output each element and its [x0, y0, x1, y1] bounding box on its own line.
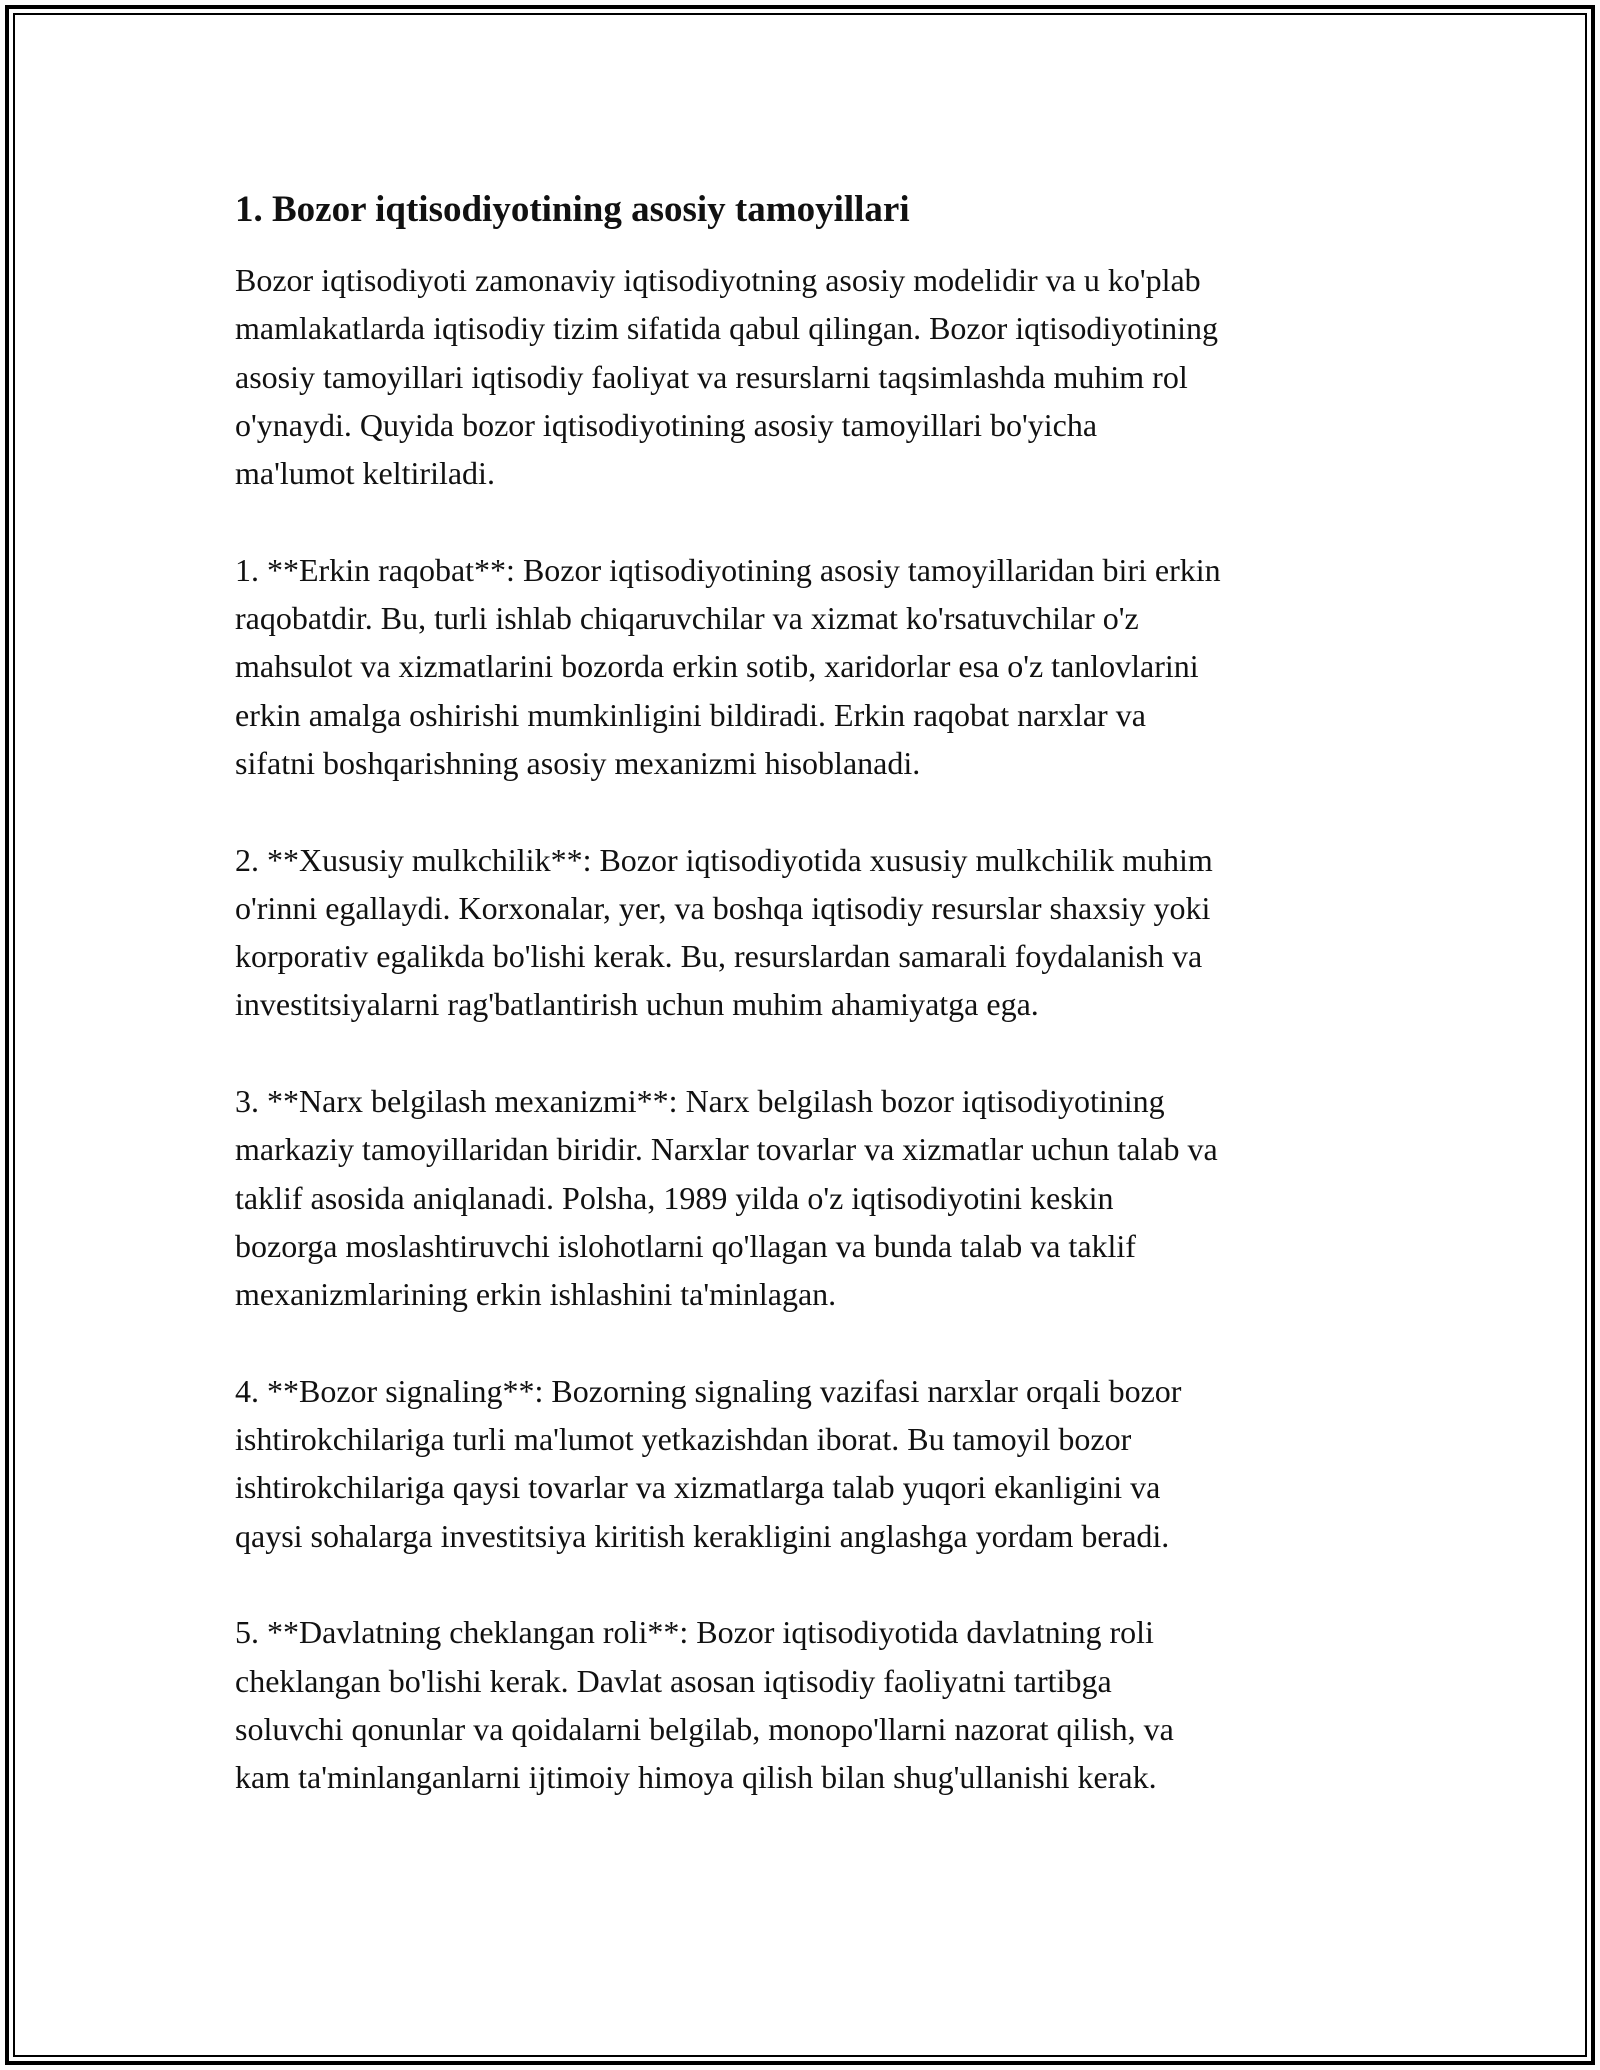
document-content [235, 186, 1385, 1802]
section-heading: 1. Bozor iqtisodiyotining asosiy tamoyillari [235, 189, 910, 230]
section-body: Bozor iqtisodiyoti zamonaviy iqtisodiyotning asosiy modelidir va u ko'plab mamlakatlarda iqtisodiy tizim sifatida qabul qilingan. Bozor iqtisodiyotining asosiy tamoyillari iqtisodiy faoliyat va resurslarni taqsimlashda muhim rol o'ynaydi. Quyida bozor iqtisodiyotining asosiy tamoyillari bo'yicha ma'lumot keltiriladi. 1. **Erkin raqobat**: Bozor iqtisodiyotining asosiy tamoyillaridan biri erkin raqobatdir. Bu, turli ishlab chiqaruvchilar va xizmat ko'rsatuvchilar o'z mahsulot va xizmatlarini bozorda erkin sotib, xaridorlar esa o'z tanlovlarini erkin amalga oshirishi mumkinligini bildiradi. Erkin raqobat narxlar va sifatni boshqarishning asosiy mexanizmi hisoblanadi. 2. **Xususiy mulkchilik**: Bozor iqtisodiyotida xususiy mulkchilik muhim o'rinni egallaydi. Korxonalar, yer, va boshqa iqtisodiy resurslar shaxsiy yoki korporativ egalikda bo'lishi kerak. Bu, resurslardan samarali foydalanish va investitsiyalarni rag'batlantirish uchun muhim ahamiyatga ega. 3. **Narx belgilash mexanizmi**: Narx belgilash bozor iqtisodiyotining markaziy tamoyillaridan biridir. Narxlar tovarlar va xizmatlar uchun talab va taklif asosida aniqlanadi. Polsha, 1989 yilda o'z iqtisodiyotini keskin bozorga moslashtiruvchi islohotlarni qo'llagan va bunda talab va taklif mexanizmlarining erkin ishlashini ta'minlagan. 4. **Bozor signaling**: Bozorning signaling vazifasi narxlar orqali bozor ishtirokchilariga turli ma'lumot yetkazishdan iborat. Bu tamoyil bozor ishtirokchilariga qaysi tovarlar va xizmatlarga talab yuqori ekanligini va qaysi sohalarga investitsiya kiritish kerakligini anglashga yordam beradi. 5. **Davlatning cheklangan roli**: Bozor iqtisodiyotida davlatning roli cheklangan bo'lishi kerak. Davlat asosan iqtisodiy faoliyatni tartibga soluvchi qonunlar va qoidalarni belgilab, monopo'llarni nazorat qilish, va kam ta'minlanganlarni ijtimoiy himoya qilish bilan shug'ullanishi kerak. [235, 262, 1221, 1796]
